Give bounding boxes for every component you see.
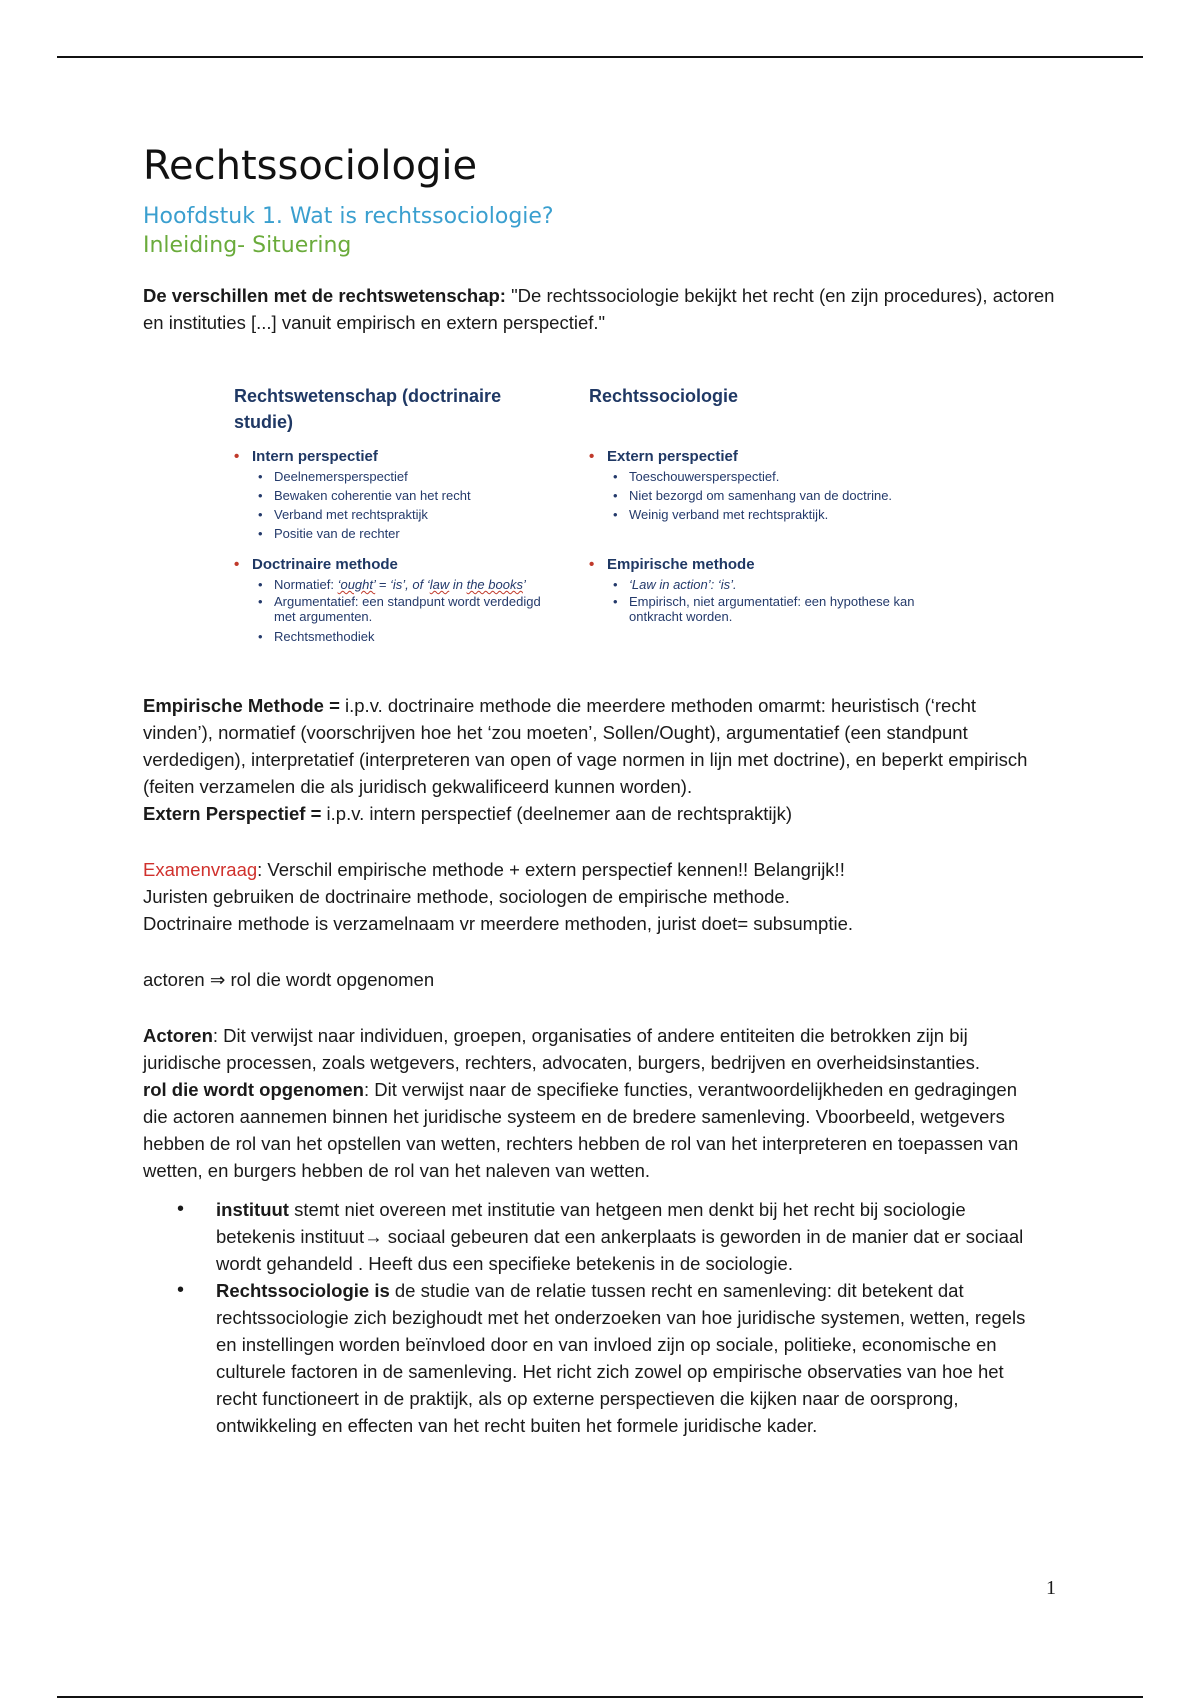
right-section-2-list [589,575,954,627]
list-item: • Deelnemersperspectief [258,467,564,486]
list-item: • Bewaken coherentie van het recht [258,486,564,505]
emp-label: Empirische Methode = [143,695,346,716]
left-column [234,383,564,646]
section-heading: Inleiding- Situering [143,233,352,258]
external-perspective-paragraph [143,800,1043,827]
right-column [589,383,954,627]
text-run: ‘Law in action’: ‘is’. [629,577,737,592]
page-number: 1 [1046,1577,1056,1599]
spacer [143,827,1043,856]
comparison-figure [234,383,954,663]
actoren-text: : Dit verwijst naar individuen, groepen, organisaties of andere entiteiten die betrokken zijn bij juridische processen, zoals wetgevers, rechters, advocaten, burgers, bedrijven en overheidsinstanties. [143,1025,981,1073]
bullet-1-label: instituut [216,1199,289,1220]
text-run: Normatief: [274,577,338,592]
emp-text: i.p.v. doctrinaire methode die meerdere methoden omarmt: heuristisch (‘recht vinden’), normatief (voorschrijven hoe het ‘zou moeten’, Sollen/Ought), argumentatief (een standpunt verdedigen), interpretatief (interpreteren van open of vage normen in lijn met doctrine), en beperkt empirisch (feiten verzamelen die als juridisch gekwalificeerd kunnen worden). [143,695,1028,797]
text-run: in [449,577,467,592]
list-item: • Empirisch, niet argumentatief: een hypothese kan ontkracht worden. [613,594,954,627]
left-column-heading: Rechtswetenschap (doctrinaire studie) [234,386,502,432]
intro-label: De verschillen met de rechtswetenschap: [143,285,506,306]
right-section-2-heading: • Empirische methode [589,555,954,575]
right-section-1-list [589,467,954,524]
list-item: • Rechtsmethodiek [258,627,564,646]
intro-paragraph [143,282,1063,336]
text-run: law [429,577,450,592]
exam-question-paragraph [143,856,1043,883]
bullet-2-label: Rechtssociologie is [216,1280,390,1301]
list-item: • Argumentatief: een standpunt wordt verdedigd met argumenten. [258,594,564,627]
exam-line-2: Juristen gebruiken de doctrinaire methode, sociologen de empirische methode. [143,886,790,907]
ext-text: i.p.v. intern perspectief (deelnemer aan de rechtspraktijk) [326,803,793,824]
exam-line-3: Doctrinaire methode is verzamelnaam vr meerdere methoden, jurist doet= subsumptie. [143,913,854,934]
text-run: ‘ought’ [337,577,376,592]
list-item: • Toeschouwersperspectief. [613,467,954,486]
bullet-1-text: stemt niet overeen met institutie van hetgeen men denkt bij het recht bij sociologie betekenis instituut→ sociaal gebeuren dat een ankerplaats is geworden in de manier dat er sociaal wordt gehandeld . Heeft dus een specifieke betekenis in de sociologie. [216,1199,1024,1274]
list-item: • Positie van de rechter [258,524,564,543]
list-item: • Weinig verband met rechtspraktijk. [613,505,954,524]
list-item [613,575,954,594]
spacer [143,937,1043,966]
left-section-1 [234,447,564,543]
left-section-2-heading: • Doctrinaire methode [234,555,564,575]
heading-spacer [589,409,954,435]
list-item [258,575,564,594]
rol-text: : Dit verwijst naar de specifieke functies, verantwoordelijkheden en gedragingen die actoren aannemen binnen het juridische systeem en de bredere samenleving. Vboorbeeld, wetgevers hebben de rol van het opstellen van wetten, rechters hebben de rol van het interpreteren en toepassen van wetten, en burgers hebben de rol van het naleven van wetten. [143,1079,1019,1181]
right-section-1-heading: • Extern perspectief [589,447,954,467]
right-section-2 [589,555,954,627]
right-section-1 [589,447,954,524]
ext-label: Extern Perspectief = [143,803,327,824]
bullet-list [143,1196,1043,1439]
list-item: • Niet bezorgd om samenhang van de doctrine. [613,486,954,505]
section-spacer [589,524,954,543]
spacer [143,993,1043,1022]
actoren-paragraph [143,1022,1043,1076]
rol-paragraph [143,1076,1043,1184]
rol-label: rol die wordt opgenomen [143,1079,364,1100]
text-run: = ‘is’, of ‘ [375,577,430,592]
left-section-1-list [234,467,564,543]
exam-text: : Verschil empirische methode + extern perspectief kennen!! Belangrijk!! [257,859,845,880]
chapter-heading: Hoofdstuk 1. Wat is rechtssociologie? [143,204,554,229]
list-item [143,1196,1043,1277]
main-body [143,692,1043,1439]
text-run: the books [466,577,523,592]
left-section-2 [234,555,564,646]
exam-label: Examenvraag [143,859,258,880]
list-item: • Verband met rechtspraktijk [258,505,564,524]
left-section-2-list [234,575,564,646]
actoren-label: Actoren [143,1025,213,1046]
header-rule [57,56,1143,58]
actors-line: actoren ⇒ rol die wordt opgenomen [143,969,435,990]
page-header [143,138,1063,336]
page-title: Rechtssociologie [143,143,478,189]
intro-text: "De rechtssociologie bekijkt het recht (en zijn procedures), actoren en instituties [...] vanuit empirisch en extern perspectief." [143,285,1055,333]
list-item [143,1277,1043,1439]
text-run: ’ [522,577,526,592]
footer-rule [57,1696,1143,1698]
left-section-1-heading: • Intern perspectief [234,447,564,467]
bullet-2-text: de studie van de relatie tussen recht en samenleving: dit betekent dat rechtssociologie zich bezighoudt met het onderzoeken van hoe juridische systemen, wetten, regels en instellingen worden beïnvloed door en van invloed zijn op sociale, politieke, economische en culturele factoren in de samenleving. Het richt zich zowel op empirische observaties van hoe het recht functioneert in de praktijk, als op externe perspectieven die kijken naar de oorsprong, ontwikkeling en effecten van het recht buiten het formele juridische kader. [216,1280,1026,1436]
empirical-method-paragraph [143,692,1043,800]
right-column-heading: Rechtssociologie [589,386,739,406]
